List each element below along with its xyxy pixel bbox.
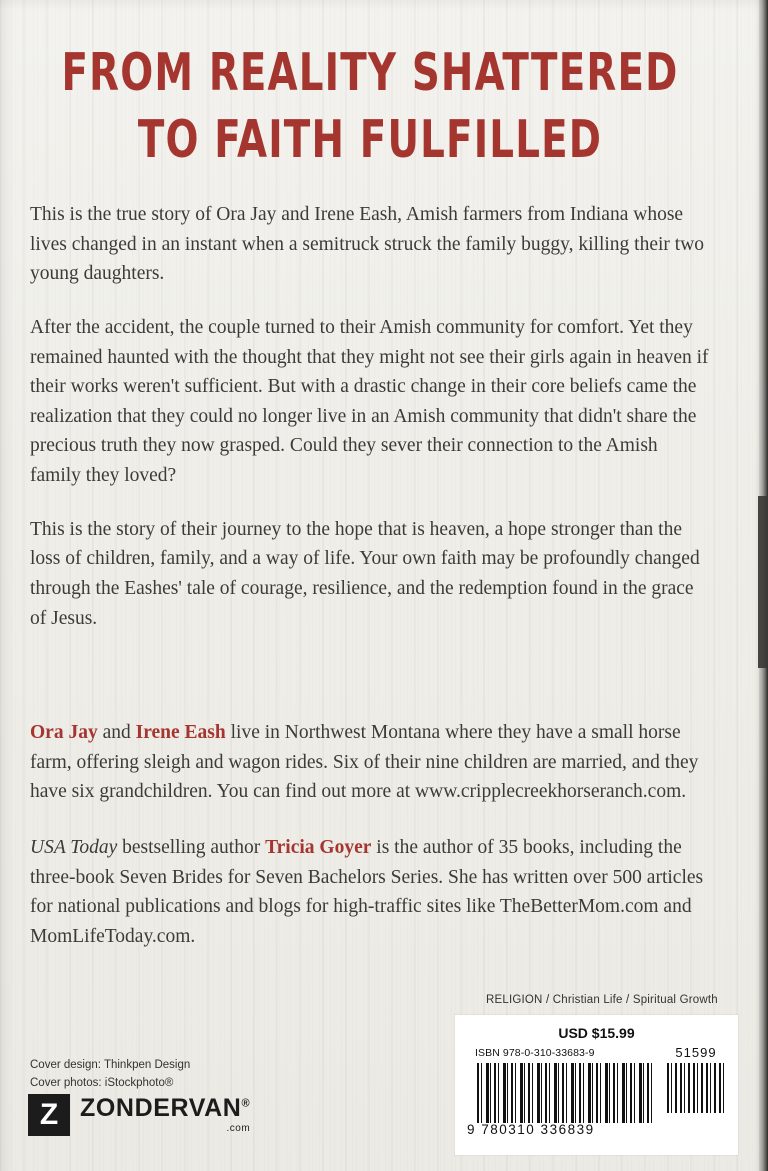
publisher-wordmark-text: ZONDERVAN — [80, 1094, 242, 1122]
author-bio-primary-text: live in Northwest Montana where they have a small horse farm, offering sleigh and wagon rides. Six of their nine children are married, and they have six grandchildren. You can find out more at www.cripplecreekhorseranch.com. — [30, 722, 699, 803]
description-paragraph-3: This is the story of their journey to the hope that is heaven, a hope stronger than the loss of children, family, and a way of life. Your own faith may be profoundly changed through the Eashes' tale of courage, resilience, and the redemption found in the grace of Jesus. — [30, 518, 700, 629]
publisher-wordmark — [80, 1096, 250, 1121]
registered-mark: ® — [241, 1097, 251, 1110]
author-name-tricia-goyer: Tricia Goyer — [265, 836, 372, 858]
author-name-irene-eash: Irene Eash — [135, 722, 226, 743]
headline-line-2: TO FAITH FULFILLED — [137, 109, 603, 170]
author-name-ora-jay: Ora Jay — [30, 722, 98, 743]
publisher-domain: .com — [226, 1123, 251, 1134]
author-bio-block — [30, 718, 710, 977]
author-bio-contributor — [30, 833, 710, 952]
barcode-card — [455, 1015, 738, 1155]
contributor-bio-lead: bestselling author — [117, 836, 266, 858]
page-title — [0, 42, 740, 170]
description-block — [30, 200, 710, 657]
cover-spine-strip — [758, 496, 768, 668]
isbn-label: ISBN 978-0-310-33683-9 — [475, 1047, 595, 1059]
publisher-logo — [28, 1094, 250, 1136]
barcode-ean13-icon — [477, 1063, 652, 1123]
zondervan-z-icon — [28, 1094, 70, 1136]
description-paragraph-1: This is the true story of Ora Jay and Irene Eash, Amish farmers from Indiana whose lives changed in an instant when a semitruck struck the family buggy, killing their two young daughters. — [30, 204, 705, 285]
headline-line-1: FROM REALITY SHATTERED — [61, 42, 679, 103]
author-bio-primary — [30, 718, 710, 807]
publication-name: USA Today — [30, 836, 118, 858]
publisher-wordmark-group — [80, 1096, 250, 1134]
bio-conjunction: and — [97, 722, 136, 743]
barcode-addon-digits: 51599 — [675, 1045, 717, 1060]
barcode-addon-icon — [667, 1063, 725, 1113]
barcode-ean-digits: 9 780310 336839 — [467, 1122, 595, 1137]
cover-credit-photos: Cover photos: iStockphoto® — [30, 1076, 174, 1089]
contributor-bio-text: is the author of 35 books, including the three-book Seven Brides for Seven Bachelors Series. She has written over 500 articles for national publications and blogs for high-traffic sites like TheBetterMom.com and MomLifeToday.com. — [30, 836, 704, 947]
category-line: RELIGION / Christian Life / Spiritual Growth — [486, 994, 718, 1006]
cover-credits — [30, 1057, 190, 1093]
cover-credit-design: Cover design: Thinkpen Design — [30, 1059, 191, 1071]
price-label: USD $15.99 — [558, 1025, 635, 1041]
description-paragraph-2: After the accident, the couple turned to their Amish community for comfort. Yet they remained haunted with the thought that they might not see their girls again in heaven if their works weren't sufficient. But with a drastic change in their core beliefs came the realization that they could no longer live in an Amish community that didn't share the precious truth they now grasped. Could they sever their connection to the Amish family they loved? — [30, 316, 709, 486]
